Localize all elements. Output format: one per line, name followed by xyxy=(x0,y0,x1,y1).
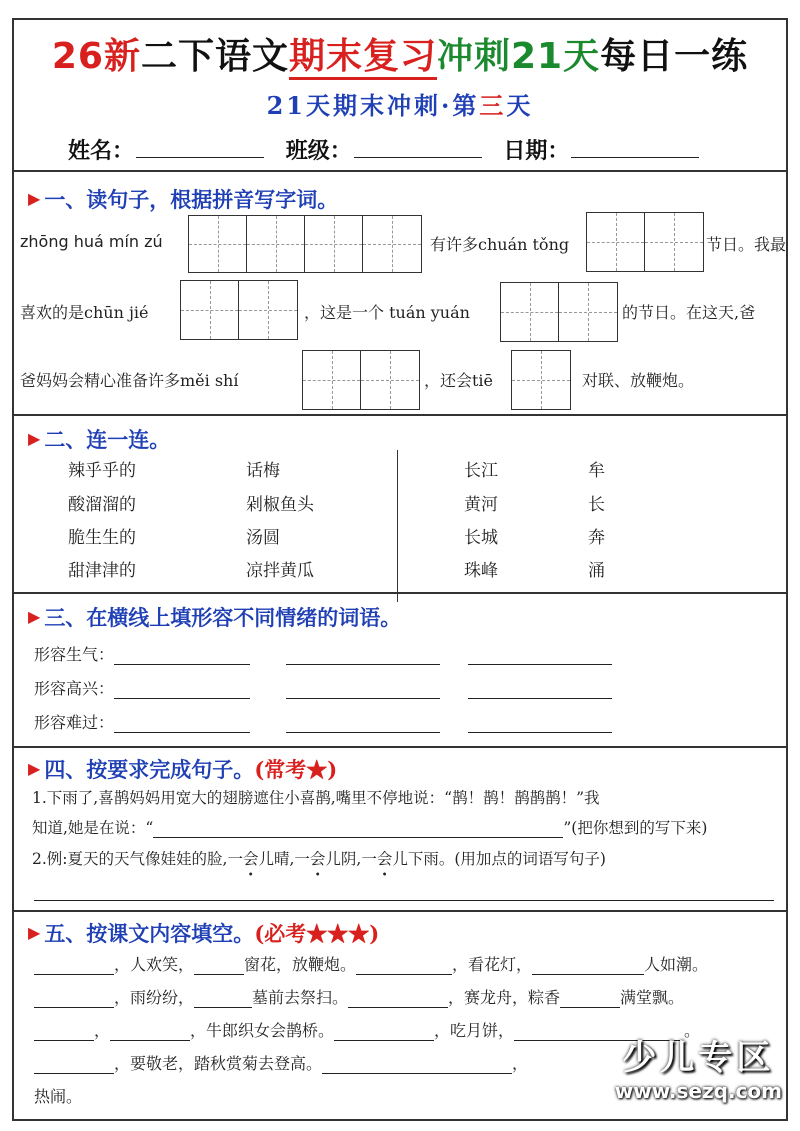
writing-grid-4[interactable] xyxy=(500,282,618,342)
s3-row-3: 形容难过： xyxy=(34,710,612,733)
answer-line[interactable] xyxy=(532,958,644,975)
page-title xyxy=(14,28,786,79)
s1-line3-c: 对联、放鞭炮。 xyxy=(582,371,695,390)
dotted-word: 一会儿 xyxy=(361,850,408,868)
answer-line[interactable] xyxy=(114,682,250,699)
s4-q2: 2.例:夏天的天气像娃娃的脸,一会儿晴,一会儿阴,一会儿下雨。(用加点的词语写句子) xyxy=(32,850,606,868)
match-right-a-3[interactable]: 长城 xyxy=(464,528,498,548)
answer-line[interactable] xyxy=(286,648,440,665)
s4-q1-line1: 1.下雨了,喜鹊妈妈用宽大的翅膀遮住小喜鹊,嘴里不停地说：“鹊！鹊！鹊鹊鹊！”我 xyxy=(32,789,600,807)
s1-line1-a: zhōng huá mín zú xyxy=(20,232,163,251)
writing-grid-1[interactable] xyxy=(188,215,422,273)
s3-row-1: 形容生气： xyxy=(34,642,612,665)
match-left-b-3[interactable]: 汤圆 xyxy=(246,528,280,548)
frequency-note: (常考★) xyxy=(254,757,338,782)
match-left-a-2[interactable]: 酸溜溜的 xyxy=(68,495,136,515)
s4-q1-line2: 知道,她是在说：“ ”(把你想到的写下来) xyxy=(32,819,708,837)
divider xyxy=(14,746,786,748)
s1-line2-c: 的节日。在这天,爸 xyxy=(622,303,756,322)
title-part-daily: 每日一练 xyxy=(600,36,749,77)
answer-line[interactable] xyxy=(114,648,250,665)
s5-row-5: 热闹。 xyxy=(34,1087,83,1106)
answer-line[interactable] xyxy=(286,716,440,733)
subtitle-c: 天 xyxy=(506,91,534,120)
class-field[interactable] xyxy=(354,139,482,158)
answer-line[interactable] xyxy=(348,991,448,1008)
student-info xyxy=(68,134,713,165)
triangle-icon: ▶ xyxy=(28,759,41,778)
writing-grid-2[interactable] xyxy=(586,212,704,272)
match-left-a-4[interactable]: 甜津津的 xyxy=(68,561,136,581)
answer-line[interactable] xyxy=(34,1057,114,1074)
answer-line[interactable] xyxy=(334,1024,434,1041)
worksheet xyxy=(12,18,788,1121)
s1-line1-b: 有许多chuán tǒng xyxy=(430,235,570,254)
answer-line[interactable] xyxy=(34,958,114,975)
match-right-a-1[interactable]: 长江 xyxy=(464,461,498,481)
s5-row-2: ，雨纷纷， 墓前去祭扫。 ，赛龙舟，粽香 满堂飘。 xyxy=(34,985,684,1008)
match-right-b-4[interactable]: 涌 xyxy=(588,561,605,581)
answer-line[interactable] xyxy=(153,821,563,838)
divider xyxy=(14,414,786,416)
match-right-a-4[interactable]: 珠峰 xyxy=(464,561,498,581)
match-left-a-1[interactable]: 辣乎乎的 xyxy=(68,461,136,481)
dotted-word: 一会儿 xyxy=(227,850,274,868)
answer-line[interactable] xyxy=(468,648,612,665)
s1-line2-a: 喜欢的是chūn jié xyxy=(20,303,149,322)
s5-row-1: ，人欢笑， 窗花，放鞭炮。 ，看花灯， 人如潮。 xyxy=(34,952,708,975)
section-4-title: ▶ 四、按要求完成句子。(常考★) xyxy=(28,757,338,782)
writing-grid-3[interactable] xyxy=(180,280,298,340)
answer-line[interactable] xyxy=(356,958,452,975)
answer-line[interactable] xyxy=(560,991,620,1008)
title-part-review: 期末复习 xyxy=(289,36,437,80)
subtitle-day: 三 xyxy=(479,91,507,120)
section-3-title: ▶ 三、在横线上填形容不同情绪的词语。 xyxy=(28,605,402,630)
dotted-word: 一会儿 xyxy=(294,850,341,868)
title-part-sprint: 冲刺21天 xyxy=(437,36,601,77)
s1-line3-b: ，还会tiē xyxy=(424,371,494,390)
answer-line[interactable] xyxy=(468,716,612,733)
triangle-icon: ▶ xyxy=(28,189,41,208)
answer-line[interactable] xyxy=(468,682,612,699)
match-left-b-1[interactable]: 话梅 xyxy=(246,461,280,481)
s1-line2-b: ，这是一个 tuán yuán xyxy=(304,303,470,322)
s5-row-3: ， ，牛郎织女会鹊桥。 ，吃月饼， 。 xyxy=(34,1018,700,1041)
answer-line[interactable] xyxy=(194,958,244,975)
watermark-logo: 少儿专区 xyxy=(622,1038,775,1078)
answer-line[interactable] xyxy=(194,991,252,1008)
section-1-title: ▶ 一、读句子，根据拼音写字词。 xyxy=(28,187,339,212)
writing-grid-5[interactable] xyxy=(302,350,420,410)
match-left-a-3[interactable]: 脆生生的 xyxy=(68,528,136,548)
answer-line[interactable] xyxy=(34,900,774,901)
name-field[interactable] xyxy=(136,139,264,158)
subtitle-a: 21天期末冲刺·第 xyxy=(266,91,480,120)
writing-grid-6[interactable] xyxy=(511,350,571,410)
match-right-b-2[interactable]: 长 xyxy=(588,495,605,515)
s1-line1-c: 节日。我最 xyxy=(706,235,787,254)
column-divider xyxy=(397,450,398,602)
section-5-title: ▶ 五、按课文内容填空。(必考★★★) xyxy=(28,921,380,946)
date-field[interactable] xyxy=(571,139,699,158)
triangle-icon: ▶ xyxy=(28,607,41,626)
triangle-icon: ▶ xyxy=(28,923,41,942)
site-watermark xyxy=(615,1030,782,1103)
answer-line[interactable] xyxy=(322,1057,512,1074)
match-right-b-1[interactable]: 牟 xyxy=(588,461,605,481)
frequency-note: (必考★★★) xyxy=(254,921,380,946)
answer-line[interactable] xyxy=(110,1024,190,1041)
watermark-url: www.sezq.com xyxy=(614,1079,782,1103)
answer-line[interactable] xyxy=(34,991,114,1008)
s3-row-2: 形容高兴： xyxy=(34,676,612,699)
s1-line3-a: 爸妈妈会精心准备许多měi shí xyxy=(20,371,239,390)
match-right-b-3[interactable]: 奔 xyxy=(588,528,605,548)
section-2-title: ▶ 二、连一连。 xyxy=(28,427,171,452)
match-left-b-2[interactable]: 剁椒鱼头 xyxy=(246,495,314,515)
divider xyxy=(14,170,786,172)
match-left-b-4[interactable]: 凉拌黄瓜 xyxy=(246,561,314,581)
date-label: 日期： xyxy=(503,139,570,164)
title-part-subject: 二下语文 xyxy=(140,36,289,77)
s5-row-4: ，要敬老，踏秋赏菊去登高。 ， xyxy=(34,1051,528,1074)
divider xyxy=(14,592,786,594)
title-part-year: 26新 xyxy=(51,36,141,77)
triangle-icon: ▶ xyxy=(28,429,41,448)
answer-line[interactable] xyxy=(114,716,250,733)
match-right-a-2[interactable]: 黄河 xyxy=(464,495,498,515)
class-label: 班级： xyxy=(285,139,352,164)
name-label: 姓名： xyxy=(68,139,135,164)
answer-line[interactable] xyxy=(286,682,440,699)
divider xyxy=(14,910,786,912)
answer-line[interactable] xyxy=(34,1024,94,1041)
page-subtitle xyxy=(14,86,786,121)
